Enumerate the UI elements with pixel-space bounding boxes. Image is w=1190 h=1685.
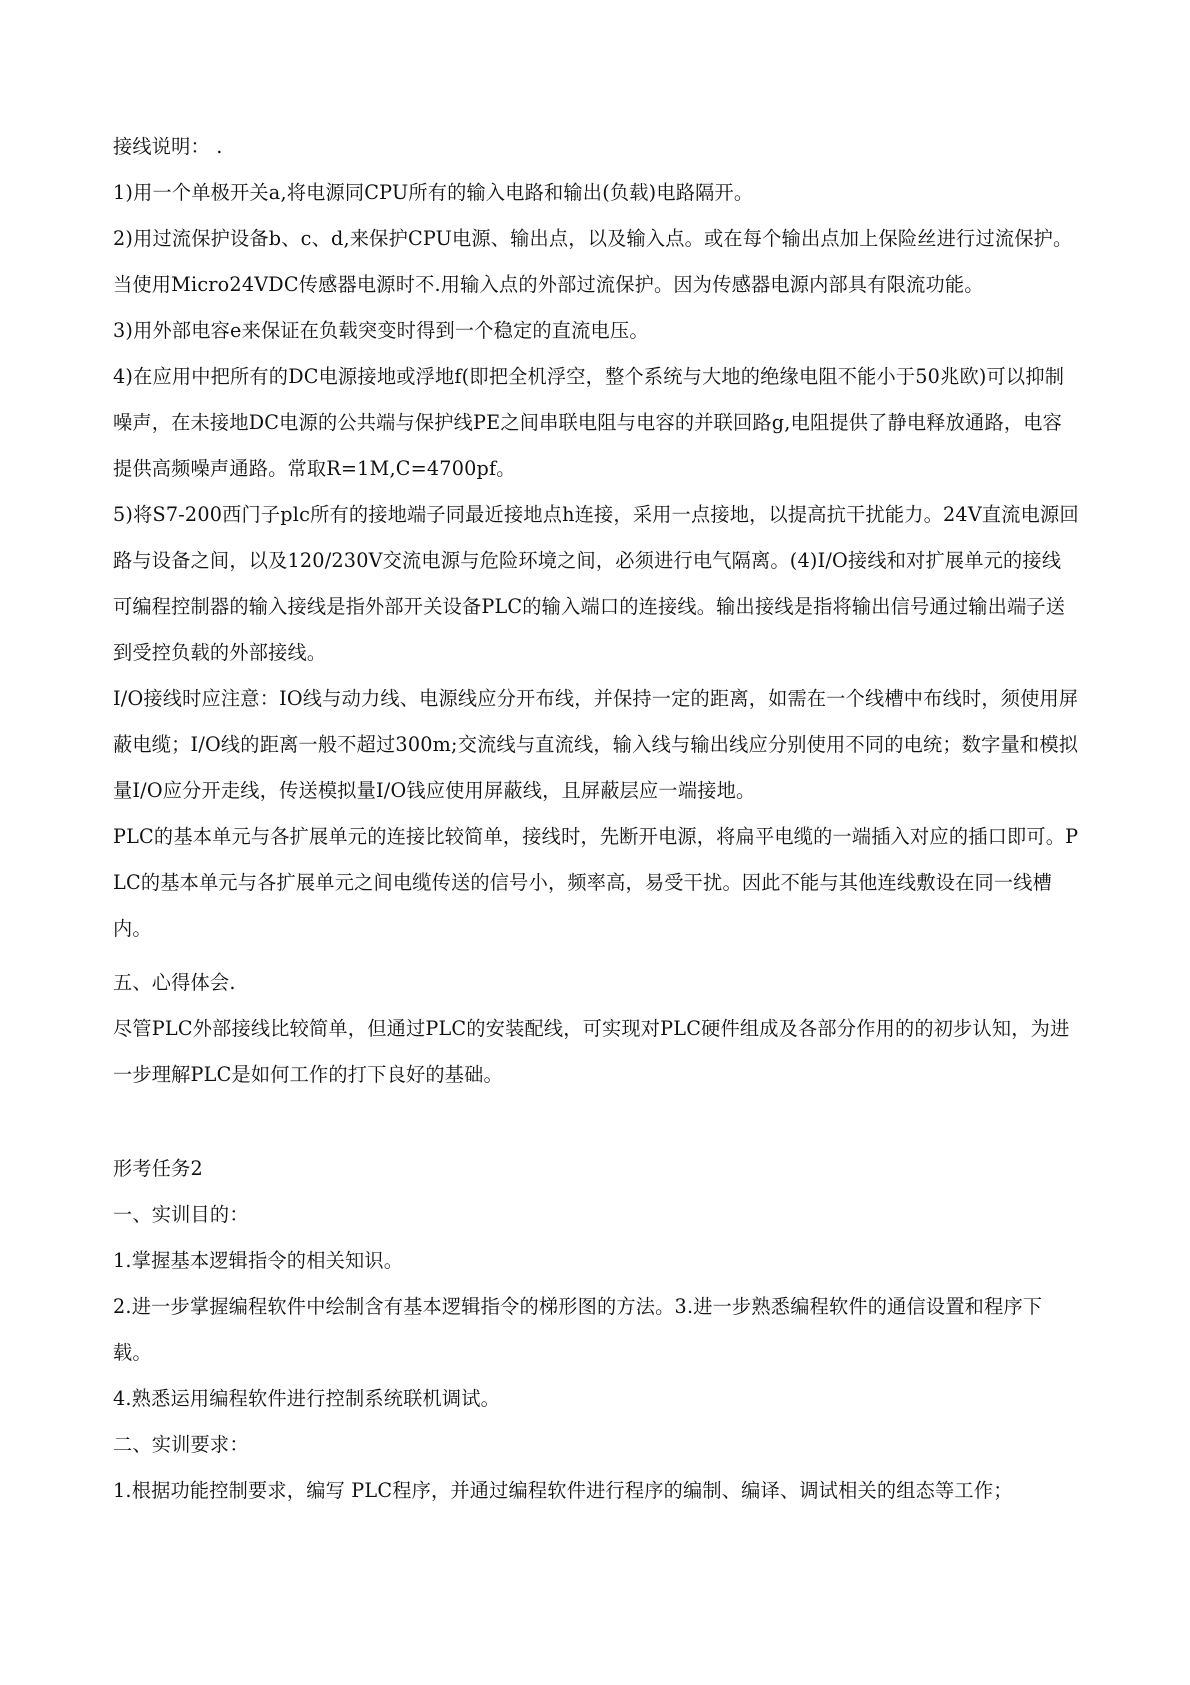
reflection-paragraph: 尽管PLC外部接线比较简单，但通过PLC的安装配线，可实现对PLC硬件组成及各部分作用的的初步认知，为进一步理解PLC是如何工作的打下良好的基础。 <box>113 1017 1070 1086</box>
section-heading-reflection: 五、心得体会. <box>113 971 236 994</box>
paragraph-item-5: 5)将S7-200西门子plc所有的接地端子同最近接地点h连接，采用一点接地，以提高抗干扰能力。24V直流电源回路与设备之间，以及120/230V交流电源与危险环境之间，必须进行电气隔离。(4)I/O接线和对扩展单元的接线可编程控制器的输入接线是指外部开关设备PLC的输入端口的连接线。输出接线是指将输出信号通过输出端子送到受控负载的外部接线。 <box>113 503 1079 664</box>
spacer <box>113 952 1079 960</box>
spacer <box>113 1098 1079 1146</box>
objective-item-1: 1.掌握基本逻辑指令的相关知识。 <box>113 1249 404 1272</box>
paragraph-item-3: 3)用外部电容e来保证在负载突变时得到一个稳定的直流电压。 <box>113 319 649 342</box>
objective-item-2-3: 2.进一步掌握编程软件中绘制含有基本逻辑指令的梯形图的方法。3.进一步熟悉编程软件的通信设置和程序下载。 <box>113 1295 1043 1364</box>
objective-item-4: 4.熟悉运用编程软件进行控制系统联机调试。 <box>113 1387 501 1410</box>
section-heading-requirements: 二、实训要求： <box>113 1433 249 1456</box>
paragraph-item-4: 4)在应用中把所有的DC电源接地或浮地f(即把全机浮空，整个系统与大地的绝缘电阻不能小于50兆欧)可以抑制噪声，在未接地DC电源的公共端与保护线PE之间串联电阻与电容的并联回路g,电阻提供了静电释放通路，电容提供高频噪声通路。常取R=1M,C=4700pf。 <box>113 365 1065 480</box>
requirement-item-1: 1.根据功能控制要求，编写 PLC程序，并通过编程软件进行程序的编制、编译、调试相关的组态等工作； <box>113 1479 1013 1502</box>
task-title: 形考任务2 <box>113 1157 203 1180</box>
wiring-notes-heading: 接线说明： . <box>113 135 223 158</box>
paragraph-item-1: 1)用一个单极开关a,将电源同CPU所有的输入电路和输出(负载)电路隔开。 <box>113 181 754 204</box>
expansion-unit-notes: PLC的基本单元与各扩展单元的连接比较简单，接线时，先断开电源，将扁平电缆的一端插入对应的插口即可。PLC的基本单元与各扩展单元之间电缆传送的信号小，频率高，易受干扰。因此不能与其他连线敷设在同一线槽内。 <box>113 825 1079 940</box>
document-body <box>113 124 1079 1514</box>
section-heading-objectives: 一、实训目的： <box>113 1203 249 1226</box>
paragraph-item-2: 2)用过流保护设备b、c、d,来保护CPU电源、输出点，以及输入点。或在每个输出点加上保险丝进行过流保护。当使用Micro24VDC传感器电源时不.用输入点的外部过流保护。因为传感器电源内部具有限流功能。 <box>113 227 1073 296</box>
io-wiring-notes: I/O接线时应注意：IO线与动力线、电源线应分开布线，并保持一定的距离，如需在一个线槽中布线时，须使用屏蔽电缆；I/O线的距离一般不超过300m;交流线与直流线，输入线与输出线应分别使用不同的电统；数字量和模拟量I/O应分开走线，传送模拟量I/O钱应使用屏蔽线，且屏蔽层应一端接地。 <box>113 687 1079 802</box>
